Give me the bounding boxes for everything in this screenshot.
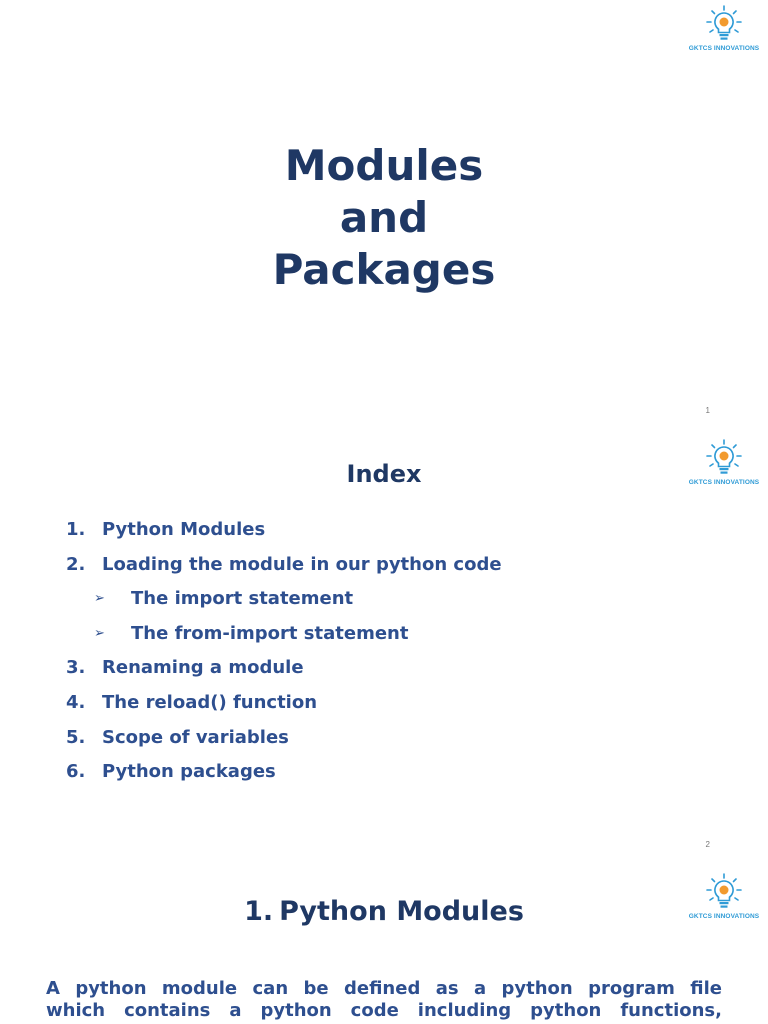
index-list (66, 518, 502, 795)
paragraph-line: which contains a python code including python functions, (46, 1000, 722, 1021)
item-text: Python Modules (102, 519, 266, 540)
list-item (66, 691, 502, 726)
item-text: Loading the module in our python code (102, 553, 502, 575)
page-number: 2 (705, 840, 710, 849)
title-line: and (339, 193, 429, 242)
item-number: 2. (66, 553, 86, 575)
title-line: Packages (272, 245, 496, 294)
page-number: 1 (705, 406, 710, 415)
item-text: Renaming a module (102, 657, 304, 679)
list-item (66, 553, 502, 588)
list-item (66, 726, 502, 761)
logo-label: GKTCS INNOVATIONS (688, 913, 760, 920)
list-item (66, 656, 502, 691)
item-number: 5. (66, 726, 86, 748)
paragraph-line: A python module can be defined as a python program file (46, 978, 722, 999)
index-slide (0, 434, 768, 868)
section-title (0, 896, 768, 927)
list-item (66, 518, 502, 553)
title-slide (0, 0, 768, 434)
slide-title (0, 140, 768, 296)
arrow-bullet-icon: ➢ (94, 591, 105, 607)
index-title: Index (346, 460, 422, 488)
item-text: Scope of variables (102, 726, 289, 748)
lightbulb-icon (704, 4, 744, 44)
list-subitem (66, 587, 502, 622)
item-number: 6. (66, 761, 86, 783)
section-number: 1. (244, 896, 274, 927)
list-subitem (66, 622, 502, 657)
section-title-text: Python Modules (279, 896, 524, 927)
logo-label: GKTCS INNOVATIONS (688, 45, 760, 52)
item-text: The from-import statement (131, 622, 409, 644)
python-modules-slide (0, 868, 768, 1024)
item-number: 4. (66, 691, 86, 713)
body-paragraph (46, 978, 722, 1022)
arrow-bullet-icon: ➢ (94, 625, 105, 641)
list-item (66, 760, 502, 795)
item-number: 3. (66, 657, 86, 679)
item-text: The import statement (131, 588, 354, 610)
item-number: 1. (66, 519, 86, 540)
item-text: Python packages (102, 761, 276, 783)
item-text: The reload() function (102, 691, 318, 713)
gktcs-logo (686, 4, 762, 52)
logo-label: GKTCS INNOVATIONS (688, 479, 760, 486)
title-line: Modules (284, 141, 484, 190)
